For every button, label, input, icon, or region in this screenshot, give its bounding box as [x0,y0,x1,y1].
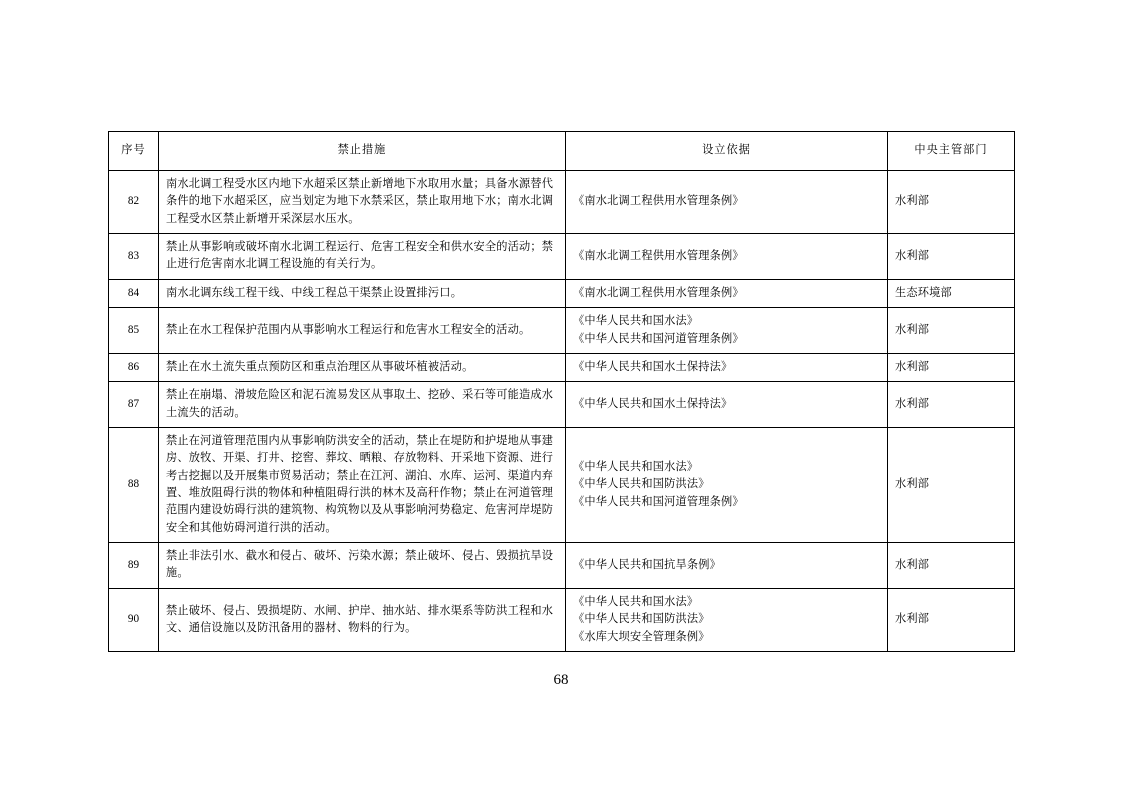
cell-measure: 禁止在水土流失重点预防区和重点治理区从事破坏植被活动。 [159,353,566,381]
cell-measure: 禁止非法引水、截水和侵占、破坏、污染水源；禁止破坏、侵占、毁损抗旱设施。 [159,543,566,589]
basis-line: 《中华人民共和国防洪法》 [573,613,710,626]
cell-basis [566,234,888,280]
table-row [109,234,1015,280]
basis-line: 《中华人民共和国河道管理条例》 [573,495,744,508]
cell-no: 84 [109,279,159,307]
cell-dept: 生态环境部 [888,279,1015,307]
basis-line: 《南水北调工程供用水管理条例》 [573,249,744,262]
cell-basis [566,171,888,234]
column-header-dept: 中央主管部门 [888,132,1015,171]
cell-measure: 南水北调工程受水区内地下水超采区禁止新增地下水取用水量；具备水源替代条件的地下水超采区，应当划定为地下水禁采区，禁止取用地下水；南水北调工程受水区禁止新增开采深层水压水。 [159,171,566,234]
basis-line: 《南水北调工程供用水管理条例》 [573,286,744,299]
cell-measure: 禁止破坏、侵占、毁损堤防、水闸、护岸、抽水站、排水渠系等防洪工程和水文、通信设施以及防汛备用的器材、物料的行为。 [159,588,566,651]
cell-no: 86 [109,353,159,381]
column-header-measure: 禁止措施 [159,132,566,171]
cell-basis [566,382,888,428]
cell-no: 89 [109,543,159,589]
basis-line: 《中华人民共和国水法》 [573,315,699,328]
cell-dept: 水利部 [888,382,1015,428]
cell-basis [566,353,888,381]
cell-measure: 禁止在水工程保护范围内从事影响水工程运行和危害水工程安全的活动。 [159,308,566,354]
basis-line: 《中华人民共和国水法》 [573,460,699,473]
table-row [109,308,1015,354]
cell-no: 85 [109,308,159,354]
table-row [109,353,1015,381]
cell-no: 83 [109,234,159,280]
cell-basis [566,279,888,307]
cell-dept: 水利部 [888,427,1015,542]
cell-no: 87 [109,382,159,428]
column-header-no: 序号 [109,132,159,171]
column-header-basis: 设立依据 [566,132,888,171]
cell-no: 90 [109,588,159,651]
cell-dept: 水利部 [888,171,1015,234]
cell-basis [566,543,888,589]
cell-no: 82 [109,171,159,234]
table-body [109,171,1015,652]
basis-line: 《中华人民共和国水土保持法》 [573,397,733,410]
cell-dept: 水利部 [888,353,1015,381]
table-row [109,543,1015,589]
cell-dept: 水利部 [888,543,1015,589]
cell-basis [566,588,888,651]
basis-line: 《中华人民共和国防洪法》 [573,478,710,491]
table-row [109,279,1015,307]
table-header [109,132,1015,171]
basis-line: 《水库大坝安全管理条例》 [573,630,710,643]
table-row [109,588,1015,651]
cell-dept: 水利部 [888,234,1015,280]
basis-line: 《中华人民共和国水土保持法》 [573,360,733,373]
prohibition-measures-table-container [108,131,1014,652]
page-number: 68 [553,672,569,688]
basis-line: 《中华人民共和国水法》 [573,595,699,608]
cell-measure: 禁止在河道管理范围内从事影响防洪安全的活动，禁止在堤防和护堤地从事建房、放牧、开渠、打井、挖窖、葬坟、晒粮、存放物料、开采地下资源、进行考古挖掘以及开展集市贸易活动；禁止在江河、湖泊、水库、运河、渠道内弃置、堆放阻碍行洪的物体和种植阻碍行洪的林木及高秆作物；禁止在河道管理范围内建设妨碍行洪的建筑物、构筑物以及从事影响河势稳定、危害河岸堤防安全和其他妨碍河道行洪的活动。 [159,427,566,542]
basis-line: 《南水北调工程供用水管理条例》 [573,195,744,208]
cell-measure: 禁止在崩塌、滑坡危险区和泥石流易发区从事取土、挖砂、采石等可能造成水土流失的活动。 [159,382,566,428]
table-row [109,382,1015,428]
cell-measure: 南水北调东线工程干线、中线工程总干渠禁止设置排污口。 [159,279,566,307]
table-header-row [109,132,1015,171]
table-row [109,427,1015,542]
table-row [109,171,1015,234]
cell-basis [566,427,888,542]
cell-measure: 禁止从事影响或破坏南水北调工程运行、危害工程安全和供水安全的活动；禁止进行危害南水北调工程设施的有关行为。 [159,234,566,280]
basis-line: 《中华人民共和国抗旱条例》 [573,558,722,571]
prohibition-measures-table [108,131,1015,652]
cell-no: 88 [109,427,159,542]
cell-dept: 水利部 [888,308,1015,354]
cell-dept: 水利部 [888,588,1015,651]
basis-line: 《中华人民共和国河道管理条例》 [573,332,744,345]
cell-basis [566,308,888,354]
